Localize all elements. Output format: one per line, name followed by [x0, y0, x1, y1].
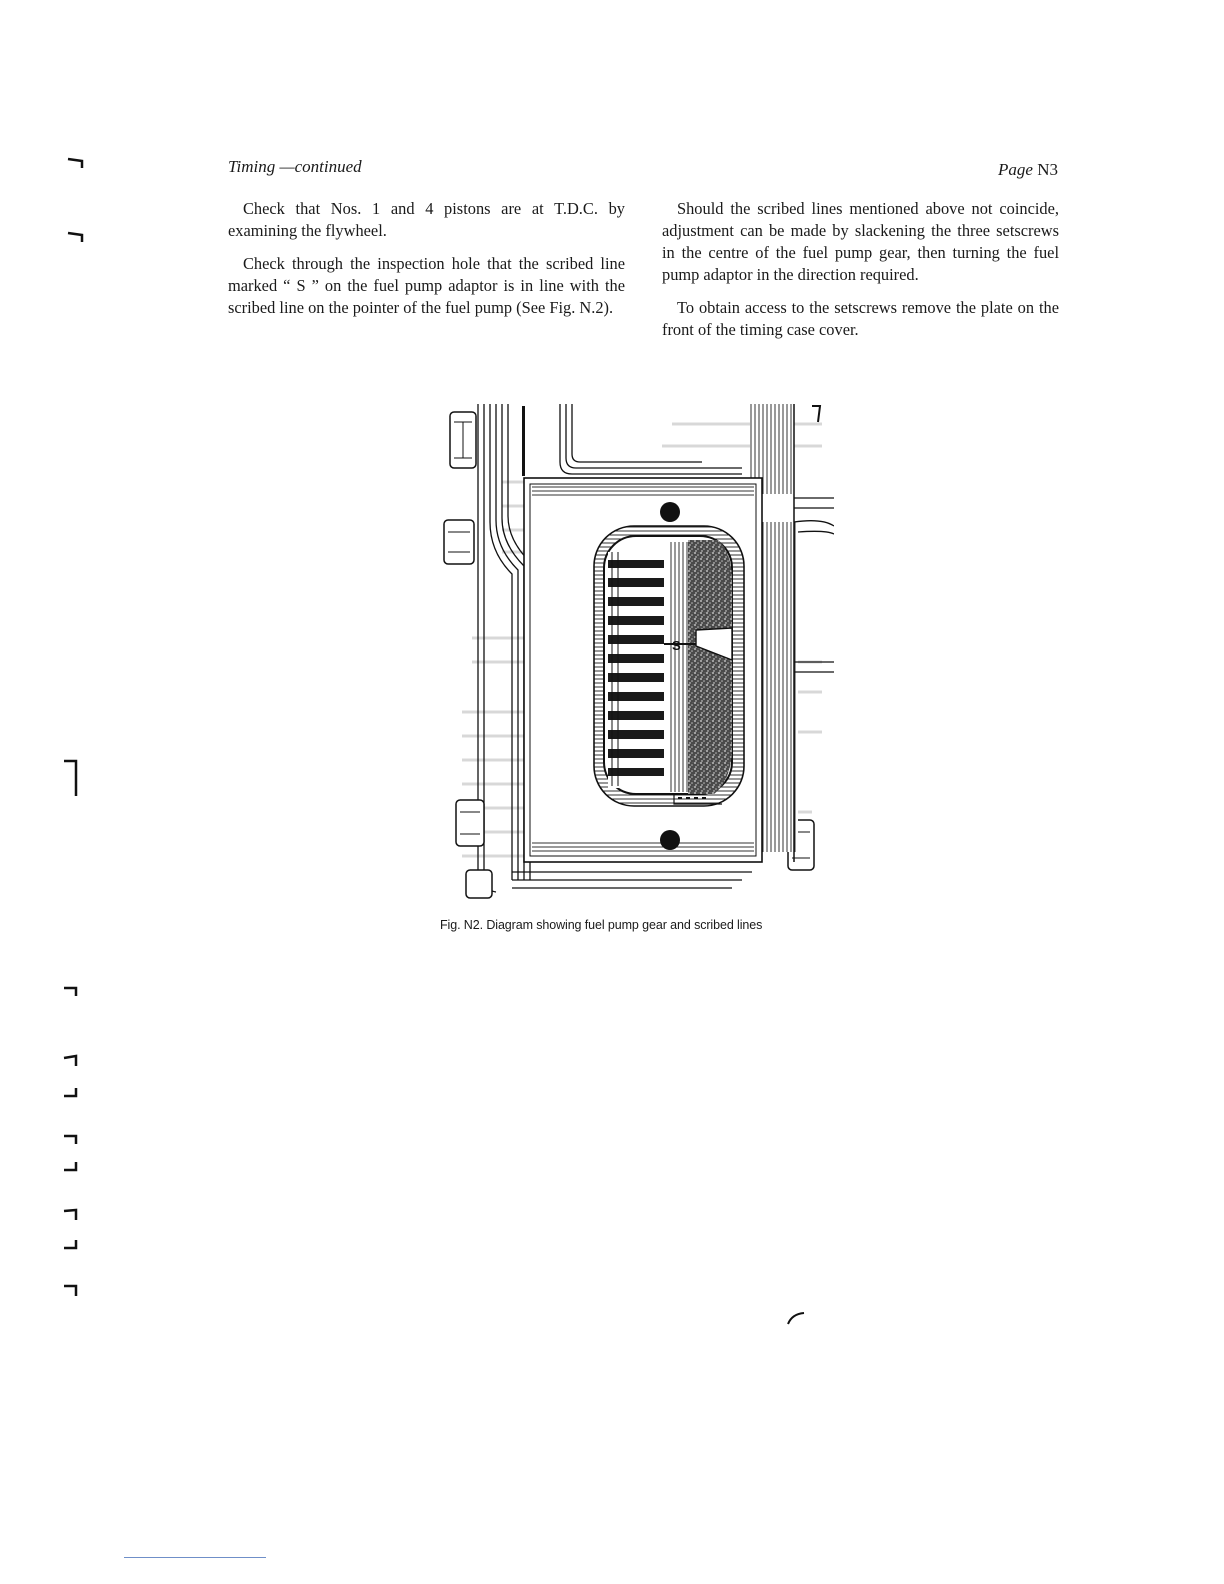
corner-tick-mark	[62, 1238, 82, 1252]
corner-tick-mark	[62, 984, 82, 998]
gear-hub-edge	[668, 542, 688, 792]
page-number	[998, 160, 1058, 180]
paragraph: Should the scribed lines mentioned above not coincide, adjustment can be made by slackening the three setscrews in the centre of the fuel pump gear, then turning the fuel pump adaptor in the direction required.	[662, 199, 1059, 284]
corner-tick-mark	[62, 1160, 82, 1174]
corner-tick-mark	[62, 1086, 82, 1100]
bottom-setscrew-hole	[660, 830, 680, 850]
left-column	[228, 198, 625, 330]
section-title: Timing —continued	[228, 157, 362, 176]
corner-tick-mark	[62, 1282, 82, 1298]
gear-mark-label: S	[672, 638, 681, 653]
gear-teeth	[608, 552, 666, 788]
bolt-bottom-left	[466, 870, 492, 898]
right-column	[662, 198, 1059, 352]
plate-shading-bottom	[532, 842, 754, 854]
left-flange	[478, 404, 530, 896]
plate-shading-top	[532, 486, 754, 498]
base-lines	[512, 872, 752, 888]
caption-text: Diagram showing fuel pump gear and scribed lines	[486, 918, 763, 932]
top-pipe	[560, 404, 742, 474]
corner-tick-mark	[62, 1052, 82, 1068]
corner-tick-mark	[62, 1206, 82, 1222]
fuel-pump-diagram	[442, 402, 834, 900]
page-number-value: N3	[1037, 160, 1058, 179]
top-setscrew-hole	[660, 502, 680, 522]
bolt-top-left	[450, 412, 476, 468]
margin-bracket	[62, 758, 82, 798]
corner-mark	[812, 406, 820, 422]
paragraph: Check that Nos. 1 and 4 pistons are at T.D.C. by examining the flywheel.	[228, 199, 625, 240]
page-word: Page	[998, 160, 1033, 179]
fuel-pump-figure	[442, 402, 834, 900]
figure-caption	[440, 918, 840, 932]
paragraph: To obtain access to the setscrews remove the plate on the front of the timing case cover.	[662, 298, 1059, 339]
pump-body	[688, 540, 732, 794]
bolt-lower-left	[456, 800, 484, 846]
casting-edge	[522, 406, 525, 476]
caption-fig-label: Fig. N2.	[440, 918, 483, 932]
corner-tick-mark	[62, 1132, 82, 1146]
corner-tick-mark	[66, 156, 86, 170]
right-rib-lower	[762, 522, 798, 852]
bolt-mid-left	[444, 520, 474, 564]
corner-tick-mark	[66, 230, 86, 244]
footer-rule	[124, 1557, 266, 1558]
paragraph: Check through the inspection hole that the scribed line marked “ S ” on the fuel pump adaptor is in line with the scribed line on the pointer of the fuel pump (See Fig. N.2).	[228, 254, 625, 317]
right-housing	[794, 498, 834, 672]
stray-pen-mark	[786, 1310, 806, 1326]
